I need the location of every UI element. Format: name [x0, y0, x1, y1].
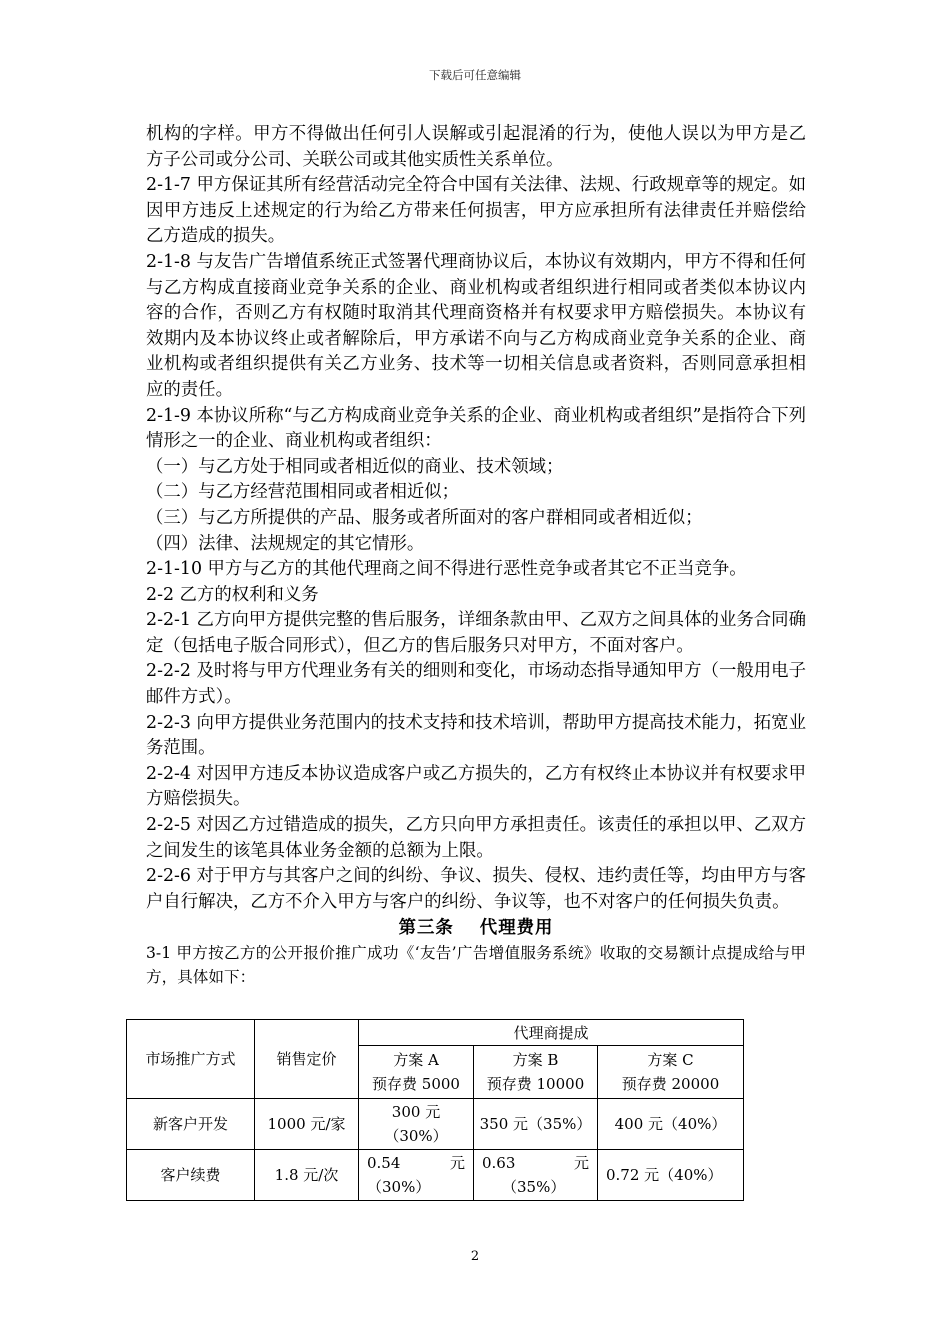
row-price: 1.8 元/次 — [255, 1150, 359, 1201]
page-header: 下载后可任意编辑 — [429, 68, 521, 82]
cell-value: 300 元 — [391, 1103, 441, 1121]
page-number: 2 — [470, 1249, 480, 1264]
paragraph: 2-1-9 本协议所称“与乙方构成商业竞争关系的企业、商业机构或者组织”是指符合下列情形之一的企业、商业机构或者组织： — [146, 405, 806, 452]
plan-deposit: 预存费 10000 — [486, 1075, 585, 1093]
paragraph: 2-1-8 与友告广告增值系统正式签署代理商协议后，本协议有效期内，甲方不得和任何与乙方构成直接商业竞争关系的企业、商业机构或者组织进行相同或者类似本协议内容的合作，否则乙方有权随时取消其代理商资格并有权要求甲方赔偿损失。本协议有效期内及本协议终止或者解除后，甲方承诺不向与乙方构成商业竞争关系的企业、商业机构或者组织提供有关乙方业务、技术等一切相关信息或者资料，否则同意承担相应的责任。 — [146, 251, 806, 400]
plan-name: 方案 C — [647, 1051, 694, 1069]
list-item: （二）与乙方经营范围相同或者相近似； — [146, 482, 460, 503]
header-commission: 代理商提成 — [359, 1020, 744, 1046]
paragraph: 机构的字样。甲方不得做出任何引人误解或引起混淆的行为，使他人误以为甲方是乙方子公司或分公司、关联公司或其他实质性关系单位。 — [146, 124, 806, 170]
table-row — [127, 1150, 744, 1201]
paragraph: 2-2-1 乙方向甲方提供完整的售后服务，详细条款由甲、乙双方之间具体的业务合同确定（包括电子版合同形式），但乙方的售后服务只对甲方，不面对客户。 — [146, 610, 806, 656]
header-plan-b — [474, 1046, 598, 1099]
cell-percent: （30%） — [384, 1127, 448, 1145]
plan-deposit: 预存费 5000 — [372, 1075, 460, 1093]
cell-percent: （30%） — [367, 1178, 431, 1196]
paragraph: 2-2-2 及时将与甲方代理业务有关的细则和变化，市场动态指导通知甲方（一般用电子邮件方式）。 — [146, 661, 806, 708]
row-method: 新客户开发 — [127, 1099, 255, 1150]
row-plan-c: 0.72 元（40%） — [598, 1150, 744, 1201]
row-plan-b — [474, 1150, 598, 1201]
header-plan-c — [598, 1046, 744, 1099]
list-item: （四）法律、法规规定的其它情形。 — [146, 533, 425, 554]
header-plan-a — [359, 1046, 474, 1099]
row-price: 1000 元/家 — [255, 1099, 359, 1150]
paragraph: 2-1-7 甲方保证其所有经营活动完全符合中国有关法律、法规、行政规章等的规定。如因甲方违反上述规定的行为给乙方带来任何损害，甲方应承担所有法律责任并赔偿给乙方造成的损失。 — [146, 175, 806, 247]
header-price: 销售定价 — [255, 1020, 359, 1099]
cell-unit: 元 — [573, 1154, 589, 1172]
subsection-title: 2-2 乙方的权利和义务 — [146, 584, 319, 605]
commission-table — [126, 1019, 744, 1201]
table-intro: 3-1 甲方按乙方的公开报价推广成功《‘友告’广告增值服务系统》收取的交易额计点提成给与甲方，具体如下： — [146, 944, 806, 987]
cell-value — [359, 1151, 473, 1175]
paragraph: 2-2-6 对于甲方与其客户之间的纠纷、争议、损失、侵权、违约责任等，均由甲方与客户自行解决，乙方不介入甲方与客户的纠纷、争议等，也不对客户的任何损失负责。 — [146, 866, 806, 912]
list-item: （三）与乙方所提供的产品、服务或者所面对的客户群相同或者相近似； — [146, 507, 703, 528]
paragraph: 2-2-3 向甲方提供业务范围内的技术支持和技术培训，帮助甲方提高技术能力，拓宽业务范围。 — [146, 712, 806, 759]
plan-name: 方案 A — [393, 1051, 439, 1069]
header-method: 市场推广方式 — [127, 1020, 255, 1099]
paragraph: 2-2-5 对因乙方过错造成的损失，乙方只向甲方承担责任。该责任的承担以甲、乙双方之间发生的该笔具体业务金额的总额为上限。 — [146, 815, 806, 861]
list-item: （一）与乙方处于相同或者相近似的商业、技术领域； — [146, 456, 564, 477]
row-plan-a — [359, 1150, 474, 1201]
paragraph: 2-1-10 甲方与乙方的其他代理商之间不得进行恶性竞争或者其它不正当竞争。 — [146, 559, 747, 580]
cell-percent: （35%） — [502, 1178, 566, 1196]
cell-amount: 0.54 — [367, 1154, 401, 1172]
row-method: 客户续费 — [127, 1150, 255, 1201]
plan-name: 方案 B — [512, 1051, 559, 1069]
section-number: 第三条 — [398, 918, 454, 939]
paragraph: 2-2-4 对因甲方违反本协议造成客户或乙方损失的，乙方有权终止本协议并有权要求甲方赔偿损失。 — [146, 763, 806, 810]
cell-value — [474, 1151, 597, 1175]
commission-table-container — [126, 1019, 744, 1201]
cell-amount: 0.63 — [482, 1154, 516, 1172]
row-plan-a — [359, 1099, 474, 1150]
section-title: 代理费用 — [479, 918, 554, 939]
document-body — [146, 122, 806, 989]
plan-deposit: 预存费 20000 — [621, 1075, 720, 1093]
table-row — [127, 1099, 744, 1150]
section-heading — [146, 915, 806, 941]
row-plan-c: 400 元（40%） — [598, 1099, 744, 1150]
row-plan-b: 350 元（35%） — [474, 1099, 598, 1150]
cell-unit: 元 — [449, 1154, 465, 1172]
